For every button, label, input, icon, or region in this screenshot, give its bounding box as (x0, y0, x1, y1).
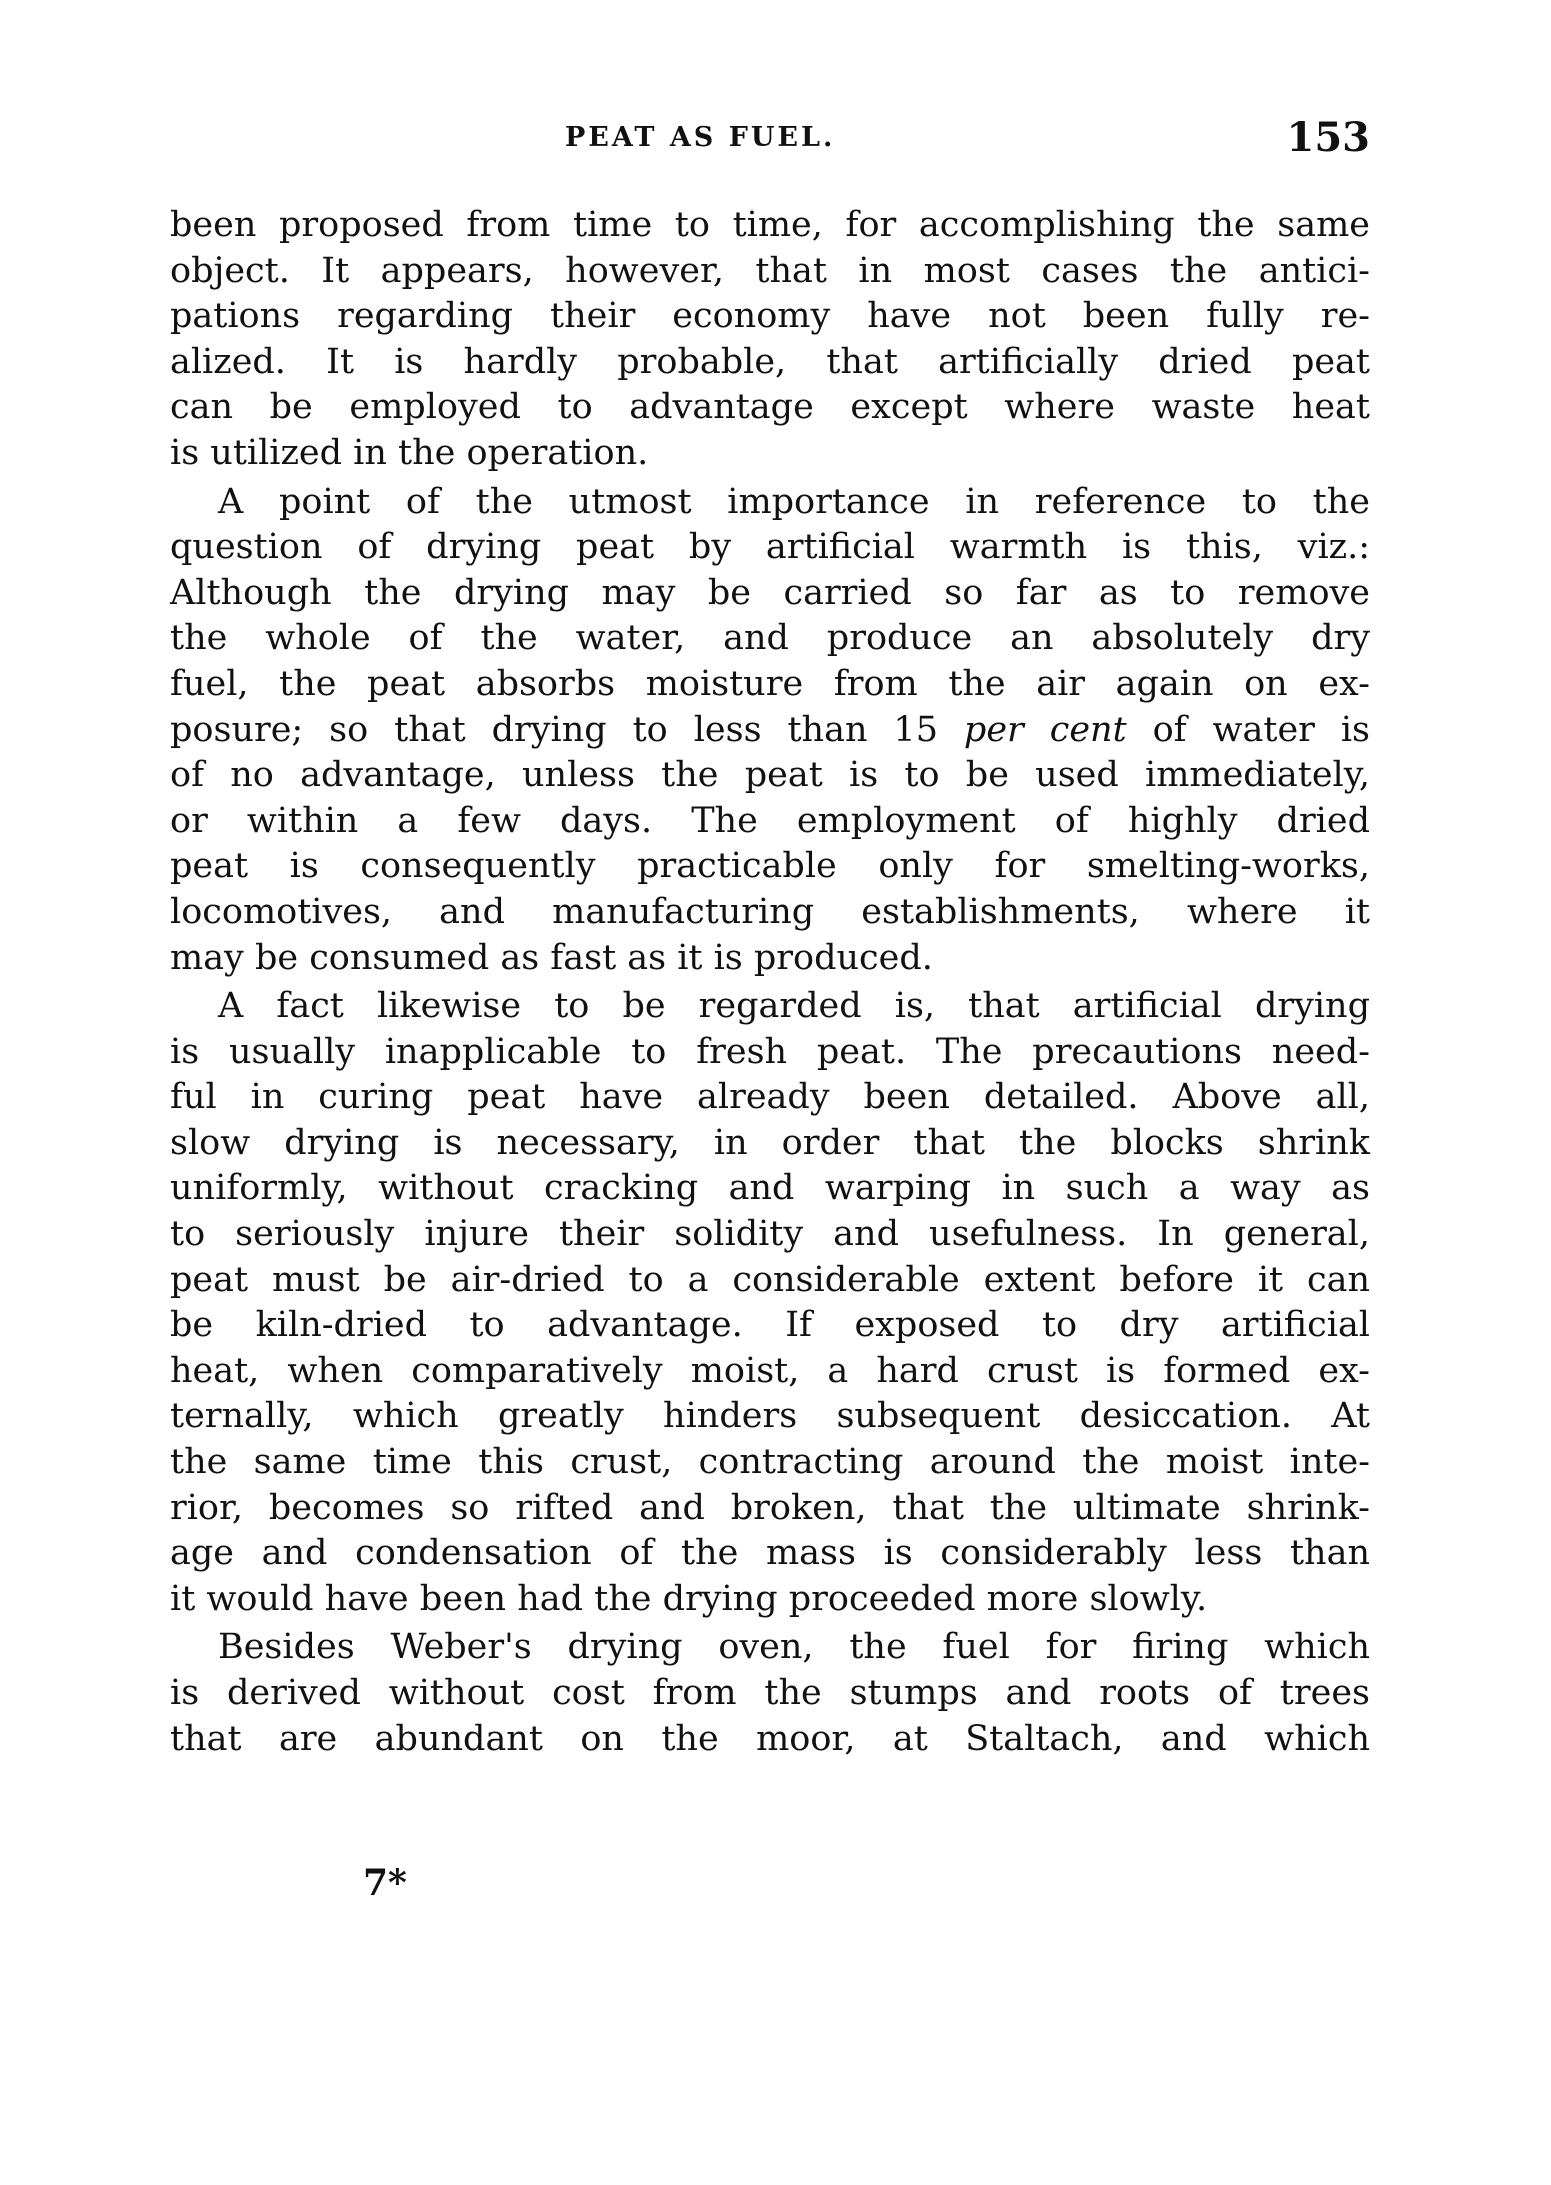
text-line: that are abundant on the moor, at Staltach, and which (170, 1718, 1370, 1759)
text-line: fuel, the peat absorbs moisture from the air again on ex- (170, 663, 1370, 704)
text-line: is usually inapplicable to fresh peat. The precautions need- (170, 1031, 1370, 1072)
paragraph-1 (170, 203, 1370, 477)
text-line: it would have been had the drying proceeded more slowly. (170, 1578, 1208, 1619)
text-line: may be consumed as fast as it is produced. (170, 937, 933, 978)
text-segment: posure; so that drying to less than 15 (170, 709, 964, 750)
text-line: slow drying is necessary, in order that the blocks shrink (170, 1122, 1370, 1163)
text-line: the whole of the water, and produce an absolutely dry (170, 618, 1370, 659)
paragraph-2 (170, 480, 1370, 982)
signature-mark: 7* (363, 1862, 407, 1904)
text-line: the same time this crust, contracting around the moist inte- (170, 1442, 1370, 1483)
text-line: ternally, which greatly hinders subsequent desiccation. At (170, 1396, 1370, 1437)
page-number: 153 (1286, 114, 1370, 161)
text-line: rior, becomes so rifted and broken, that the ultimate shrink- (170, 1487, 1370, 1528)
running-head (170, 112, 1370, 162)
text-line: to seriously injure their solidity and usefulness. In general, (170, 1214, 1370, 1255)
text-segment: of water is (1126, 709, 1370, 750)
text-line: been proposed from time to time, for accomplishing the same (170, 205, 1370, 245)
text-line: peat must be air-dried to a considerable extent before it can (170, 1259, 1370, 1300)
text-line: A point of the utmost importance in reference to the (218, 481, 1370, 522)
text-line: age and condensation of the mass is considerably less than (170, 1533, 1370, 1574)
text-line: pations regarding their economy have not been fully re- (170, 296, 1370, 337)
text-line: heat, when comparatively moist, a hard crust is formed ex- (170, 1350, 1370, 1391)
text-line: locomotives, and manufacturing establishments, where it (170, 891, 1370, 932)
text-line: question of drying peat by artificial warmth is this, viz.: (170, 527, 1370, 568)
body-text (170, 203, 1370, 1765)
paragraph-4 (170, 1625, 1370, 1762)
text-line: is derived without cost from the stumps and roots of trees (170, 1673, 1370, 1713)
text-line: be kiln-dried to advantage. If exposed to dry artificial (170, 1305, 1370, 1346)
text-line: Although the drying may be carried so far as to remove (170, 572, 1370, 613)
running-title: PEAT AS FUEL. (565, 122, 836, 153)
text-line: or within a few days. The employment of highly dried (170, 800, 1370, 841)
text-line-with-italic (170, 708, 1370, 754)
text-line: A fact likewise to be regarded is, that artificial drying (218, 986, 1370, 1027)
text-line: Besides Weber's drying oven, the fuel for firing which (218, 1627, 1370, 1668)
paragraph-3 (170, 984, 1370, 1622)
text-line: object. It appears, however, that in most cases the antici- (170, 250, 1370, 291)
text-line: uniformly, without cracking and warping in such a way as (170, 1168, 1370, 1209)
text-line: peat is consequently practicable only for smelting-works, (170, 846, 1370, 887)
text-line: ful in curing peat have already been detailed. Above all, (170, 1077, 1370, 1118)
text-line: of no advantage, unless the peat is to be used immediately, (170, 755, 1370, 796)
text-line: is utilized in the operation. (170, 432, 649, 473)
italic-phrase: per cent (963, 709, 1127, 750)
text-line: alized. It is hardly probable, that artificially dried peat (170, 341, 1370, 382)
text-line: can be employed to advantage except where waste heat (170, 387, 1370, 428)
